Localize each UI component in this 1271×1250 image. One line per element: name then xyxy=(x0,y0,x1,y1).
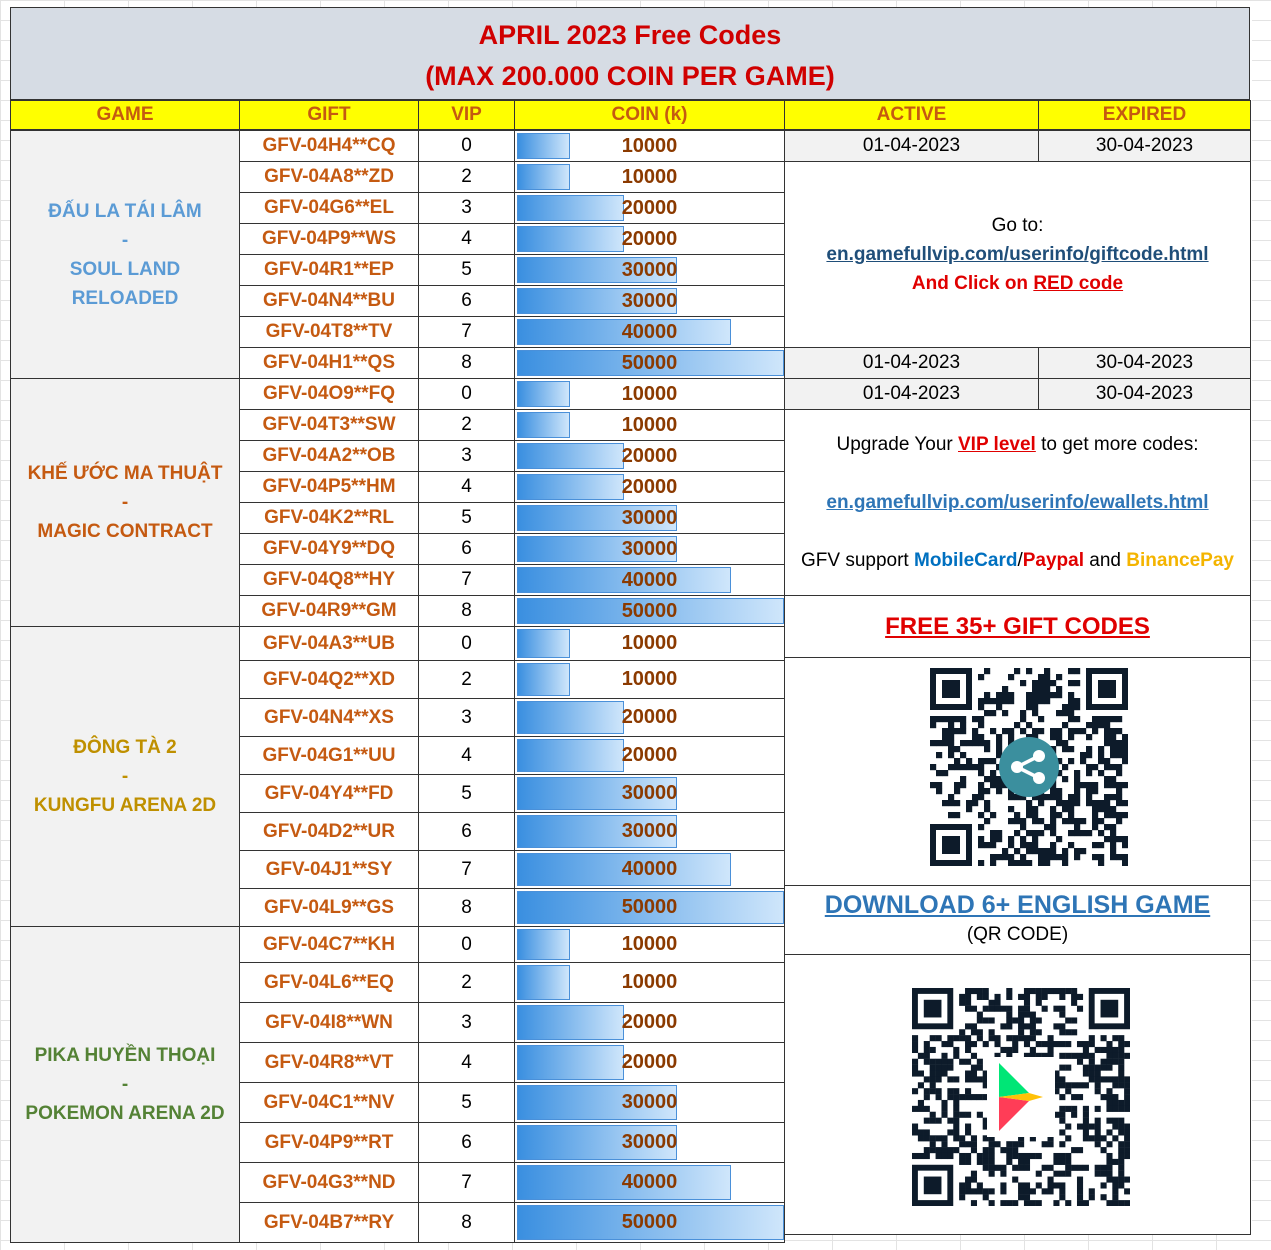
vip-cell: 8 xyxy=(418,347,515,379)
qr-download-cell xyxy=(784,954,1251,1235)
vip-cell: 5 xyxy=(418,254,515,286)
upgrade-info xyxy=(784,409,1251,596)
expired-date-2: 30-04-2023 xyxy=(1038,347,1251,379)
vip-cell: 2 xyxy=(418,409,515,441)
coin-value: 30000 xyxy=(621,820,678,842)
game-name-sep: - xyxy=(121,1074,129,1095)
game-name-cell xyxy=(10,130,240,379)
gift-code-cell[interactable]: GFV-04T8**TV xyxy=(239,316,419,348)
vip-cell: 6 xyxy=(418,533,515,565)
coin-cell xyxy=(514,440,785,472)
coin-value: 30000 xyxy=(621,506,678,529)
vip-cell: 3 xyxy=(418,192,515,224)
gift-code-cell[interactable]: GFV-04H4**CQ xyxy=(239,130,419,162)
coin-value: 20000 xyxy=(621,444,678,467)
title-line-1: APRIL 2023 Free Codes xyxy=(478,20,782,50)
coin-cell xyxy=(514,502,785,534)
coin-cell xyxy=(514,888,785,927)
gift-code-cell[interactable]: GFV-04L9**GS xyxy=(239,888,419,927)
vip-cell: 8 xyxy=(418,595,515,627)
coin-cell xyxy=(514,1202,785,1243)
coin-value: 20000 xyxy=(621,744,678,766)
support-prefix: GFV support xyxy=(801,550,914,571)
vip-cell: 4 xyxy=(418,471,515,503)
download-cell xyxy=(784,885,1251,955)
game-name-line2: KUNGFU ARENA 2D xyxy=(33,795,217,816)
coin-value: 50000 xyxy=(621,1211,678,1233)
gift-code-cell[interactable]: GFV-04G3**ND xyxy=(239,1162,419,1203)
gift-code-cell[interactable]: GFV-04Y4**FD xyxy=(239,774,419,813)
coin-cell xyxy=(514,1042,785,1083)
gift-code-cell[interactable]: GFV-04G6**EL xyxy=(239,192,419,224)
ewallets-link[interactable]: en.gamefullvip.com/userinfo/ewallets.html xyxy=(826,492,1209,513)
coin-value: 50000 xyxy=(621,351,678,374)
coin-cell xyxy=(514,595,785,627)
coin-cell xyxy=(514,812,785,851)
vip-cell: 3 xyxy=(418,1002,515,1043)
expired-date-3: 30-04-2023 xyxy=(1038,378,1251,410)
giftcode-link[interactable]: en.gamefullvip.com/userinfo/giftcode.html xyxy=(826,244,1209,265)
active-date-3: 01-04-2023 xyxy=(784,378,1039,410)
coin-value: 50000 xyxy=(621,896,678,918)
coin-value: 20000 xyxy=(621,227,678,250)
game-name-line1: KHẾ ƯỚC MA THUẬT xyxy=(27,463,223,484)
gift-code-cell[interactable]: GFV-04J1**SY xyxy=(239,850,419,889)
vip-cell: 8 xyxy=(418,1202,515,1243)
goto-text: Go to: xyxy=(991,215,1044,236)
share-icon xyxy=(999,737,1059,797)
vip-cell: 0 xyxy=(418,130,515,162)
slash-text: / xyxy=(1017,550,1023,571)
gift-code-cell[interactable]: GFV-04Y9**DQ xyxy=(239,533,419,565)
binancepay-text: BinancePay xyxy=(1126,550,1234,571)
click-instruction xyxy=(912,269,1123,298)
vip-cell: 2 xyxy=(418,660,515,699)
coin-value: 20000 xyxy=(621,706,678,728)
giftcode-info xyxy=(784,161,1251,348)
game-name-sep: - xyxy=(121,229,129,251)
upgrade-prefix: Upgrade Your xyxy=(836,434,958,455)
vip-cell: 6 xyxy=(418,285,515,317)
support-text xyxy=(801,546,1234,575)
coin-value: 30000 xyxy=(621,1131,678,1153)
coin-value: 40000 xyxy=(621,568,678,591)
coin-value: 40000 xyxy=(621,1171,678,1193)
gift-code-cell[interactable]: GFV-04P5**HM xyxy=(239,471,419,503)
free-gift-codes-cell xyxy=(784,595,1251,658)
gift-code-cell[interactable]: GFV-04D2**UR xyxy=(239,812,419,851)
coin-value: 20000 xyxy=(621,1011,678,1033)
vip-cell: 4 xyxy=(418,1042,515,1083)
qr-share-cell xyxy=(784,657,1251,886)
qr-code-label: (QR CODE) xyxy=(966,924,1069,945)
coin-cell xyxy=(514,223,785,255)
coin-value: 10000 xyxy=(621,382,678,405)
gift-code-cell[interactable]: GFV-04N4**BU xyxy=(239,285,419,317)
coin-value: 20000 xyxy=(621,196,678,219)
active-date-2: 01-04-2023 xyxy=(784,347,1039,379)
vip-cell: 5 xyxy=(418,1082,515,1123)
upgrade-text xyxy=(837,430,1199,459)
coin-cell xyxy=(514,774,785,813)
coin-cell xyxy=(514,409,785,441)
coin-value: 10000 xyxy=(621,165,678,188)
download-games-link[interactable]: DOWNLOAD 6+ ENGLISH GAME xyxy=(824,891,1211,919)
game-name-sep: - xyxy=(121,766,129,787)
coin-value: 10000 xyxy=(621,632,678,654)
coin-value: 40000 xyxy=(621,858,678,880)
paypal-text: Paypal xyxy=(1022,550,1084,571)
download-qr-code[interactable] xyxy=(912,988,1130,1206)
game-name-line2: SOUL LAND xyxy=(69,258,181,280)
coin-cell xyxy=(514,962,785,1003)
vip-cell: 7 xyxy=(418,316,515,348)
coin-cell xyxy=(514,626,785,661)
free-gift-codes-link[interactable]: FREE 35+ GIFT CODES xyxy=(885,612,1150,640)
expired-date-1: 30-04-2023 xyxy=(1038,130,1251,162)
game-name-line2: MAGIC CONTRACT xyxy=(37,521,213,542)
vip-cell: 0 xyxy=(418,378,515,410)
vip-cell: 7 xyxy=(418,564,515,596)
vip-level-text: VIP level xyxy=(958,434,1036,455)
active-date-1: 01-04-2023 xyxy=(784,130,1039,162)
header-vip: VIP xyxy=(418,100,515,130)
gift-code-cell[interactable]: GFV-04R9**GM xyxy=(239,595,419,627)
gift-code-cell[interactable]: GFV-04A3**UB xyxy=(239,626,419,661)
coin-value: 10000 xyxy=(621,933,678,955)
coin-cell xyxy=(514,1002,785,1043)
coin-cell xyxy=(514,1122,785,1163)
vip-cell: 3 xyxy=(418,698,515,737)
gift-code-cell[interactable]: GFV-04R1**EP xyxy=(239,254,419,286)
gift-code-cell[interactable]: GFV-04R8**VT xyxy=(239,1042,419,1083)
coin-value: 50000 xyxy=(621,599,678,622)
vip-cell: 6 xyxy=(418,1122,515,1163)
coin-cell xyxy=(514,254,785,286)
coin-cell xyxy=(514,1082,785,1123)
game-name-line3: RELOADED xyxy=(71,287,179,309)
vip-cell: 4 xyxy=(418,223,515,255)
coin-value: 30000 xyxy=(621,537,678,560)
game-name-line1: ĐẤU LA TÁI LÂM xyxy=(48,200,202,222)
coin-value: 30000 xyxy=(621,258,678,281)
gift-code-cell[interactable]: GFV-04A8**ZD xyxy=(239,161,419,193)
gift-code-cell[interactable]: GFV-04P9**WS xyxy=(239,223,419,255)
header-game: GAME xyxy=(10,100,240,130)
coin-cell xyxy=(514,564,785,596)
title-line-2: (MAX 200.000 COIN PER GAME) xyxy=(425,61,835,91)
gift-code-cell[interactable]: GFV-04P9**RT xyxy=(239,1122,419,1163)
coin-cell xyxy=(514,285,785,317)
gift-code-cell[interactable]: GFV-04K2**RL xyxy=(239,502,419,534)
header-gift: GIFT xyxy=(239,100,419,130)
game-name-cell xyxy=(10,926,240,1243)
gift-code-cell[interactable]: GFV-04C7**KH xyxy=(239,926,419,963)
vip-cell: 3 xyxy=(418,440,515,472)
vip-cell: 6 xyxy=(418,812,515,851)
gift-code-cell[interactable]: GFV-04H1**QS xyxy=(239,347,419,379)
gift-code-cell[interactable]: GFV-04G1**UU xyxy=(239,736,419,775)
coin-value: 10000 xyxy=(621,668,678,690)
header-active: ACTIVE xyxy=(784,100,1039,130)
gift-code-cell[interactable]: GFV-04C1**NV xyxy=(239,1082,419,1123)
coin-value: 30000 xyxy=(621,1091,678,1113)
coin-value: 40000 xyxy=(621,320,678,343)
game-name-sep: - xyxy=(121,492,129,513)
game-name-line2: POKEMON ARENA 2D xyxy=(25,1103,225,1124)
vip-cell: 2 xyxy=(418,161,515,193)
mobilecard-text: MobileCard xyxy=(914,550,1018,571)
share-qr-code[interactable] xyxy=(930,668,1128,866)
header-expired: EXPIRED xyxy=(1038,100,1251,130)
gift-code-cell[interactable]: GFV-04I8**WN xyxy=(239,1002,419,1043)
game-name-line1: PIKA HUYỀN THOẠI xyxy=(34,1045,216,1066)
coin-cell xyxy=(514,660,785,699)
coin-cell xyxy=(514,192,785,224)
coin-cell xyxy=(514,161,785,193)
upgrade-suffix: to get more codes: xyxy=(1035,434,1199,455)
coin-cell xyxy=(514,926,785,963)
coin-cell xyxy=(514,347,785,379)
gift-code-cell[interactable]: GFV-04Q8**HY xyxy=(239,564,419,596)
vip-cell: 7 xyxy=(418,850,515,889)
coin-value: 10000 xyxy=(621,134,678,157)
gift-code-cell[interactable]: GFV-04B7**RY xyxy=(239,1202,419,1243)
and-text: and xyxy=(1084,550,1127,571)
coin-value: 10000 xyxy=(621,971,678,993)
coin-value: 10000 xyxy=(621,413,678,436)
vip-cell: 8 xyxy=(418,888,515,927)
coin-cell xyxy=(514,316,785,348)
vip-cell: 4 xyxy=(418,736,515,775)
vip-cell: 7 xyxy=(418,1162,515,1203)
gift-code-cell[interactable]: GFV-04L6**EQ xyxy=(239,962,419,1003)
coin-cell xyxy=(514,1162,785,1203)
vip-cell: 5 xyxy=(418,774,515,813)
coin-cell xyxy=(514,533,785,565)
click-prefix: And Click on xyxy=(911,273,1034,294)
sheet-title xyxy=(10,7,1250,100)
coin-value: 20000 xyxy=(621,475,678,498)
coin-cell xyxy=(514,471,785,503)
gift-code-cell[interactable]: GFV-04O9**FQ xyxy=(239,378,419,410)
coin-cell xyxy=(514,130,785,162)
header-coin: COIN (k) xyxy=(514,100,785,130)
game-name-cell xyxy=(10,378,240,627)
red-code-text: RED code xyxy=(1033,273,1124,294)
vip-cell: 0 xyxy=(418,626,515,661)
vip-cell: 0 xyxy=(418,926,515,963)
coin-cell xyxy=(514,698,785,737)
coin-value: 30000 xyxy=(621,782,678,804)
coin-cell xyxy=(514,850,785,889)
game-name-line1: ĐÔNG TÀ 2 xyxy=(73,737,177,758)
coin-cell xyxy=(514,736,785,775)
gift-code-cell[interactable]: GFV-04A2**OB xyxy=(239,440,419,472)
spreadsheet xyxy=(10,7,1252,1235)
coin-cell xyxy=(514,378,785,410)
game-name-cell xyxy=(10,626,240,927)
coin-value: 20000 xyxy=(621,1051,678,1073)
gift-code-cell[interactable]: GFV-04T3**SW xyxy=(239,409,419,441)
coin-value: 30000 xyxy=(621,289,678,312)
vip-cell: 2 xyxy=(418,962,515,1003)
gift-code-cell[interactable]: GFV-04N4**XS xyxy=(239,698,419,737)
gift-code-cell[interactable]: GFV-04Q2**XD xyxy=(239,660,419,699)
vip-cell: 5 xyxy=(418,502,515,534)
